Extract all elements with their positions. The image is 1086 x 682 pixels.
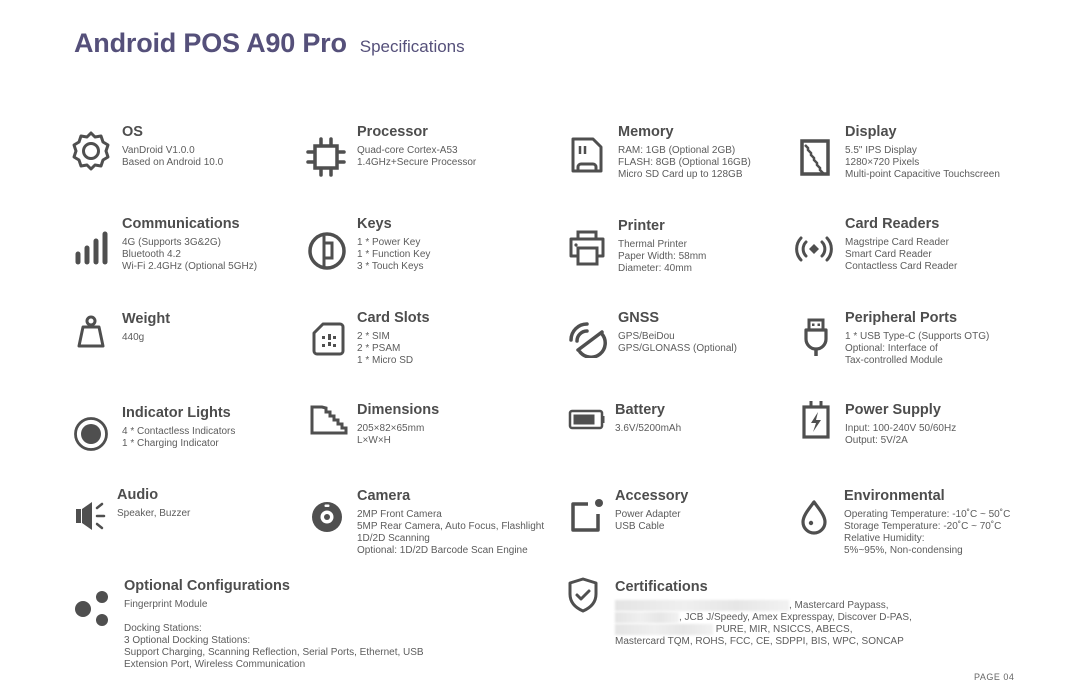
spec-label: Keys xyxy=(357,216,392,232)
sd-card-icon xyxy=(566,134,608,176)
spec-value: Magstripe Card Reader xyxy=(845,237,949,248)
spec-label: Communications xyxy=(122,216,240,232)
spec-label: Accessory xyxy=(615,488,689,504)
spec-label: Processor xyxy=(357,124,428,140)
spec-value-row xyxy=(615,612,912,624)
spec-value: PURE, MIR, NSICCS, ABECS, xyxy=(715,624,853,636)
spec-value: Based on Android 10.0 xyxy=(122,157,224,168)
sim-card-icon xyxy=(306,318,348,360)
spec-label: Indicator Lights xyxy=(122,405,231,421)
spec-value: Smart Card Reader xyxy=(845,249,932,260)
redacted-text xyxy=(615,624,713,635)
dots-icon xyxy=(70,587,112,629)
spec-value: 5.5" IPS Display xyxy=(845,145,917,156)
display-icon xyxy=(793,136,835,178)
spec-value: 4G (Supports 3G&2G) xyxy=(122,237,221,248)
spec-value: Optional: 1D/2D Barcode Scan Engine xyxy=(357,545,528,556)
spec-value: Multi-point Capacitive Touchscreen xyxy=(845,169,1000,180)
spec-label: Peripheral Ports xyxy=(845,310,958,326)
spec-value: 3 Optional Docking Stations: xyxy=(124,635,251,646)
spec-value: 3 * Touch Keys xyxy=(357,261,424,272)
spec-value: Thermal Printer xyxy=(618,239,687,250)
spec-value: Support Charging, Scanning Reflection, Serial Ports, Ethernet, USB xyxy=(124,647,424,658)
spec-value: L×W×H xyxy=(357,435,391,446)
spec-label: Card Slots xyxy=(357,310,430,326)
spec-value-row xyxy=(615,600,912,612)
spec-value: Quad-core Cortex-A53 xyxy=(357,145,458,156)
camera-icon xyxy=(306,496,348,538)
usb-plug-icon xyxy=(795,316,837,358)
spec-value: Tax-controlled Module xyxy=(845,355,943,366)
page-title: Android POS A90 Pro xyxy=(74,28,347,58)
contactless-icon xyxy=(793,228,835,270)
spec-value: Relative Humidity: xyxy=(844,533,925,544)
gear-icon xyxy=(70,130,112,172)
spec-label: Optional Configurations xyxy=(124,578,290,594)
spec-value: Mastercard TQM, ROHS, FCC, CE, SDPPI, BIS, WPC, SONCAP xyxy=(615,636,904,648)
spec-label: Power Supply xyxy=(845,402,941,418)
power-adapter-icon xyxy=(795,398,837,440)
spec-value: 2MP Front Camera xyxy=(357,509,442,520)
spec-value: Diameter: 40mm xyxy=(618,263,692,274)
spec-value: Extension Port, Wireless Communication xyxy=(124,659,306,670)
spec-value: Operating Temperature: -10˚C ~ 50˚C xyxy=(844,509,1011,520)
spec-value: 2 * SIM xyxy=(357,331,390,342)
spec-value: 1 * Micro SD xyxy=(357,355,414,366)
speaker-icon xyxy=(70,495,112,537)
keys-icon xyxy=(306,230,348,272)
spec-label: Environmental xyxy=(844,488,945,504)
spec-value: Speaker, Buzzer xyxy=(117,508,191,519)
spec-value: 205×82×65mm xyxy=(357,423,425,434)
spec-value: USB Cable xyxy=(615,521,665,532)
spec-value: Output: 5V/2A xyxy=(845,435,908,446)
spec-label: GNSS xyxy=(618,310,660,326)
chip-icon xyxy=(305,136,347,178)
spec-value: RAM: 1GB (Optional 2GB) xyxy=(618,145,736,156)
weight-icon xyxy=(70,311,112,353)
spec-value: 1 * USB Type-C (Supports OTG) xyxy=(845,331,990,342)
spec-value: , Mastercard Paypass, xyxy=(789,600,889,612)
spec-label: Audio xyxy=(117,487,159,503)
spec-value: 1D/2D Scanning xyxy=(357,533,430,544)
spec-label: Camera xyxy=(357,488,411,504)
spec-label: Weight xyxy=(122,311,171,327)
redacted-text xyxy=(615,600,789,611)
spec-label: Display xyxy=(845,124,897,140)
spec-value: , JCB J/Speedy, Amex Expresspay, Discover D-PAS, xyxy=(679,612,912,624)
spec-value: Input: 100-240V 50/60Hz xyxy=(845,423,957,434)
spec-value: Fingerprint Module xyxy=(124,599,208,610)
spec-value: Contactless Card Reader xyxy=(845,261,958,272)
spec-value: Storage Temperature: -20˚C ~ 70˚C xyxy=(844,521,1002,532)
spec-label: Printer xyxy=(618,218,665,234)
spec-value: 4 * Contactless Indicators xyxy=(122,426,236,437)
spec-value: 1 * Function Key xyxy=(357,249,431,260)
spec-value: GPS/GLONASS (Optional) xyxy=(618,343,737,354)
spec-value: GPS/BeiDou xyxy=(618,331,675,342)
spec-value: Optional: Interface of xyxy=(845,343,938,354)
spec-value xyxy=(124,611,424,623)
spec-value: VanDroid V1.0.0 xyxy=(122,145,195,156)
spec-value: Micro SD Card up to 128GB xyxy=(618,169,743,180)
spec-value-row xyxy=(615,624,912,636)
signal-bars-icon xyxy=(70,226,112,268)
spec-value: FLASH: 8GB (Optional 16GB) xyxy=(618,157,751,168)
page-subtitle: Specifications xyxy=(359,37,465,56)
spec-value: Wi-Fi 2.4GHz (Optional 5GHz) xyxy=(122,261,258,272)
spec-value: 3.6V/5200mAh xyxy=(615,423,682,434)
spec-label: Battery xyxy=(615,402,665,418)
water-drop-icon xyxy=(793,496,835,538)
spec-label: Certifications xyxy=(615,579,708,595)
redacted-text xyxy=(615,612,679,623)
spec-label: Dimensions xyxy=(357,402,440,418)
spec-label: OS xyxy=(122,124,143,140)
spec-value: Power Adapter xyxy=(615,509,681,520)
indicator-light-icon xyxy=(70,413,112,455)
spec-value: 1.4GHz+Secure Processor xyxy=(357,157,477,168)
spec-value: Docking Stations: xyxy=(124,623,202,634)
spec-value: 1280×720 Pixels xyxy=(845,157,920,168)
spec-value: 1 * Power Key xyxy=(357,237,421,248)
printer-icon xyxy=(566,226,608,268)
dimensions-icon xyxy=(307,402,349,444)
battery-icon xyxy=(566,398,608,440)
spec-value: 2 * PSAM xyxy=(357,343,401,354)
shield-check-icon xyxy=(562,574,604,616)
page-header xyxy=(74,28,465,59)
spec-value: Bluetooth 4.2 xyxy=(122,249,181,260)
page-number: PAGE 04 xyxy=(974,672,1015,682)
accessory-icon xyxy=(566,494,608,536)
spec-label: Memory xyxy=(618,124,674,140)
spec-value: 5%~95%, Non-condensing xyxy=(844,545,963,556)
spec-value: 440g xyxy=(122,332,145,343)
spec-label: Card Readers xyxy=(845,216,940,232)
spec-value: Paper Width: 58mm xyxy=(618,251,707,262)
satellite-icon xyxy=(566,316,608,358)
spec-value: 5MP Rear Camera, Auto Focus, Flashlight xyxy=(357,521,545,532)
spec-value: 1 * Charging Indicator xyxy=(122,438,219,449)
